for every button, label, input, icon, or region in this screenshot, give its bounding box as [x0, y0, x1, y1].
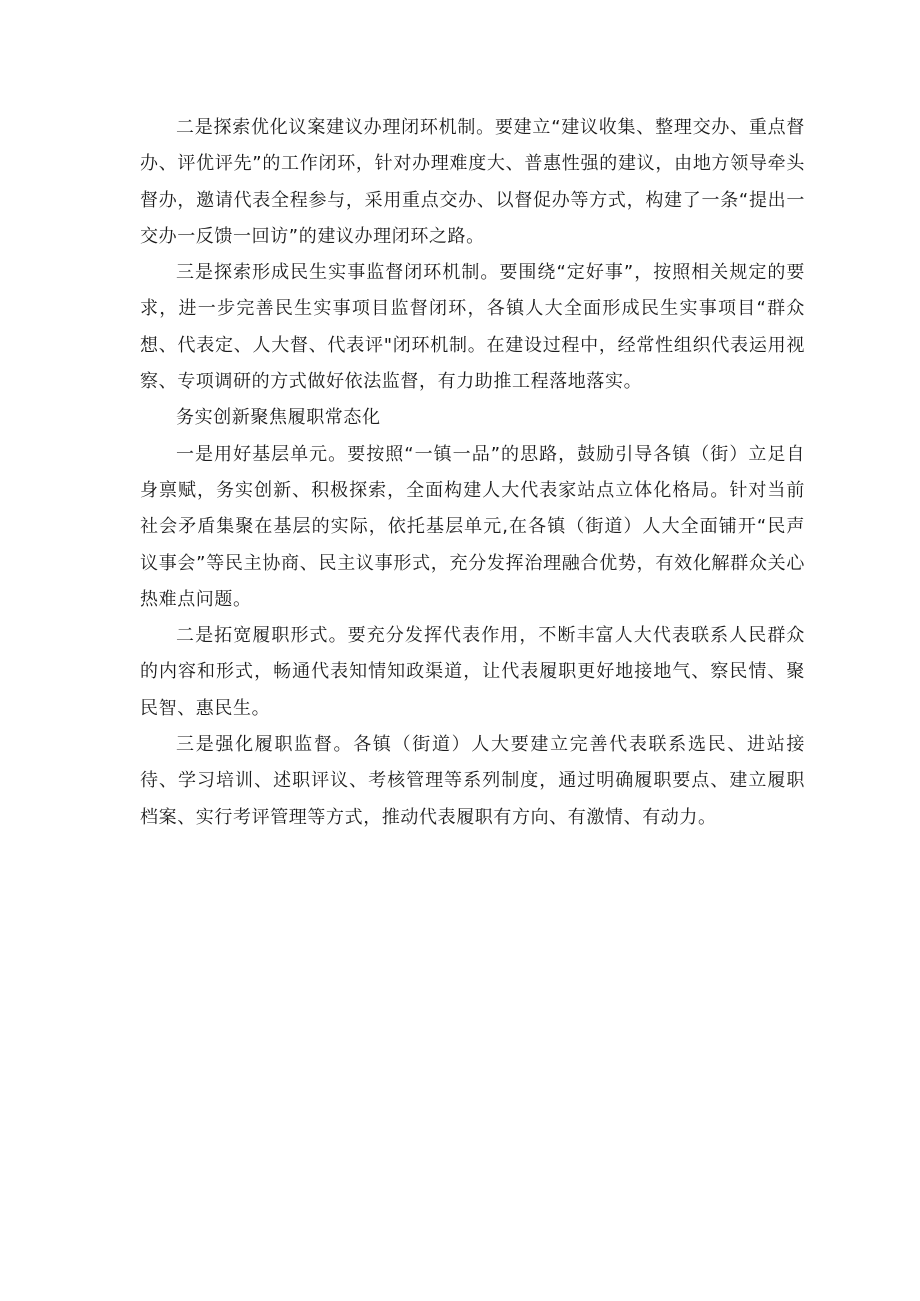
paragraph-3: 一是用好基层单元。要按照“一镇一品”的思路，鼓励引导各镇（街）立足自身禀赋，务实创新、积极探索，全面构建人大代表家站点立体化格局。针对当前社会矛盾集聚在基层的实际，依托基层单元,在各镇（街道）人大全面铺开“民声议事会”等民主协商、民主议事形式，充分发挥治理融合优势，有效化解群众关心热难点问题。 — [140, 443, 805, 610]
paragraph-2: 三是探索形成民生实事监督闭环机制。要围绕“定好事”，按照相关规定的要求，进一步完善民生实事项目监督闭环，各镇人大全面形成民生实事项目“群众想、代表定、人大督、代表评"闭环机制。在建设过程中，经常性组织代表运用视察、专项调研的方式做好依法监督，有力助推工程落地落实。 — [140, 262, 805, 393]
section-heading: 务实创新聚焦履职常态化 — [176, 407, 381, 429]
document-body — [140, 110, 805, 836]
paragraph-5: 三是强化履职监督。各镇（街道）人大要建立完善代表联系选民、进站接待、学习培训、述职评议、考核管理等系列制度，通过明确履职要点、建立履职档案、实行考评管理等方式，推动代表履职有方向、有激情、有动力。 — [140, 734, 805, 828]
paragraph-1: 二是探索优化议案建议办理闭环机制。要建立“建议收集、整理交办、重点督办、评优评先”的工作闭环，针对办理难度大、普惠性强的建议，由地方领导牵头督办，邀请代表全程参与，采用重点交办、以督促办等方式，构建了一条“提出一交办一反馈一回访”的建议办理闭环之路。 — [140, 117, 805, 247]
paragraph-4: 二是拓宽履职形式。要充分发挥代表作用，不断丰富人大代表联系人民群众的内容和形式，畅通代表知情知政渠道，让代表履职更好地接地气、察民情、聚民智、惠民生。 — [140, 625, 805, 719]
